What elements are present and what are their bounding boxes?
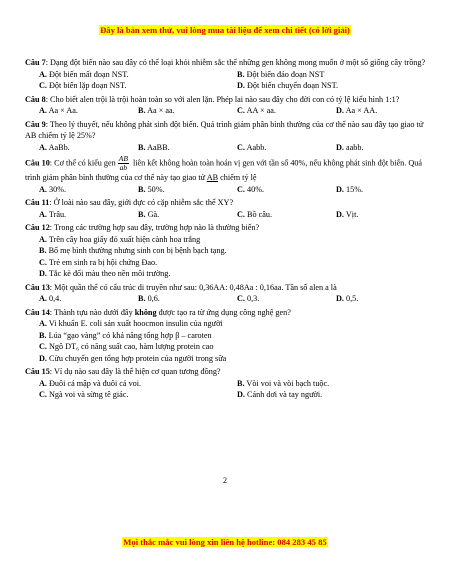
options-14	[25, 318, 435, 364]
question-14: Câu 14: Thành tựu nào dưới đây không được tạo ra từ ứng dụng công nghệ gen?	[25, 307, 291, 317]
option-c[interactable]: C. Đột biến lặp đoạn NST.	[39, 81, 127, 90]
option-b[interactable]: B. Gà.	[138, 209, 160, 219]
option-c[interactable]: C. Aabb.	[237, 142, 267, 152]
option-d[interactable]: D. Cánh dơi và tay người.	[237, 390, 323, 399]
option-a[interactable]: A. AaBb.	[39, 142, 70, 152]
option-a[interactable]: A. Đuôi cá mập và đuôi cá voi.	[39, 378, 142, 388]
question-11: Câu 11: Ở loài nào sau đây, giới đực có cặp nhiễm sắc thể XY?	[25, 198, 234, 207]
option-c[interactable]: C. 40%.	[237, 184, 265, 194]
options-13	[25, 293, 435, 305]
option-d[interactable]: D. Tắc kè đổi màu theo nền môi trường.	[39, 269, 171, 278]
option-a[interactable]: A. Vi khuẩn E. coli sản xuất hoocmon insulin của người	[39, 319, 223, 328]
option-c[interactable]: C. AA × aa.	[237, 106, 276, 115]
option-d[interactable]: D. Đột biến chuyển đoạn NST.	[237, 81, 339, 90]
options-9	[25, 142, 435, 154]
option-b[interactable]: B. Vòi voi và vòi bạch tuộc.	[237, 378, 330, 388]
option-d[interactable]: D. Vịt.	[336, 209, 359, 219]
question-9: Câu 9: Theo lý thuyết, nếu không phát sinh đột biến. Quá trình giảm phân bình thường của cơ thể nào sau đây tạo giao tử AB chiếm tỷ lệ 25%?	[25, 119, 424, 140]
question-10: Câu 10: Cơ thể có kiểu gen $\frac{AB}{ab}$ liên kết không hoàn toàn hoán vị gen với tần số 40%, nếu không phát sinh đột biến. Quá trình giảm phân bình thường của cơ thể này tạo giao tử AB chiếm tỷ lệ	[25, 154, 422, 182]
option-a[interactable]: A. Aa × Aa.	[39, 106, 78, 115]
page-number: 2	[223, 476, 227, 485]
question-sheet	[25, 57, 435, 403]
option-c[interactable]: C. 0,3.	[237, 294, 260, 303]
option-d[interactable]: D. 15%.	[336, 184, 364, 194]
option-d[interactable]: D. aabb.	[336, 142, 364, 152]
options-10	[25, 184, 435, 196]
options-12	[25, 234, 435, 280]
option-c[interactable]: C. Ngô DT₆ có năng suất cao, hàm lượng protein cao	[39, 342, 214, 351]
option-b[interactable]: B. AaBB.	[138, 142, 170, 152]
preview-banner: Đây là bản xem thử, vui lòng mua tài liệu để xem chi tiết (có lời giải)	[100, 25, 350, 35]
option-c[interactable]: C. Bồ câu.	[237, 209, 273, 219]
option-a[interactable]: A. Trâu.	[39, 209, 67, 219]
question-7: Câu 7: Dạng đột biến nào sau đây có thể loại khỏi nhiễm sắc thể những gen không mong muốn ở một số giống cây trồng?	[25, 58, 426, 67]
option-d[interactable]: D. Cừu chuyển gen tổng hợp protein của người trong sữa	[39, 353, 227, 363]
option-b[interactable]: B. Lúa “gạo vàng” có khả năng tổng hợp β – caroten	[39, 330, 212, 340]
options-7	[25, 69, 435, 92]
option-a[interactable]: A. Đột biến mất đoạn NST.	[39, 69, 129, 79]
option-a[interactable]: A. 30%.	[39, 184, 67, 194]
option-a[interactable]: A. 0,4.	[39, 294, 62, 303]
option-d[interactable]: D. 0,5.	[336, 294, 359, 303]
question-12: Câu 12: Trong các trường hợp sau đây, trường hợp nào là thường biến?	[25, 223, 260, 232]
options-8	[25, 105, 435, 117]
option-b[interactable]: B. 0,6.	[138, 294, 160, 303]
genotype-fraction: $\frac{AB}{ab}$	[118, 154, 128, 172]
option-b[interactable]: B. Bố mẹ bình thường nhưng sinh con bị bệnh bạch tạng.	[39, 246, 227, 255]
option-b[interactable]: B. Aa × aa.	[138, 106, 175, 115]
option-b[interactable]: B. 50%.	[138, 184, 165, 194]
option-c[interactable]: C. Ngà voi và sừng tê giác.	[39, 390, 129, 399]
option-b[interactable]: B. Đột biến đảo đoạn NST	[237, 69, 325, 79]
option-d[interactable]: D. Aa × AA.	[336, 106, 378, 115]
question-8: Câu 8: Cho biết alen trội là trội hoàn toàn so với alen lặn. Phép lai nào sau đây cho đời con có tỷ lệ kiểu hình 1:1?	[25, 94, 400, 104]
option-a[interactable]: A. Trên cây hoa giấy đỏ xuất hiện cành hoa trắng	[39, 234, 201, 244]
question-13: Câu 13: Một quần thể có cấu trúc di truyền như sau: 0,36AA: 0,48Aa : 0,16aa. Tần số alen a là	[25, 282, 337, 292]
hotline-banner: Mọi thắc mắc vui lòng xin liên hệ hotline: 084 283 45 85	[123, 537, 327, 547]
option-c[interactable]: C. Trẻ em sinh ra bị hội chứng Đao.	[39, 257, 158, 267]
options-15	[25, 378, 435, 401]
options-11	[25, 209, 435, 221]
question-15: Câu 15: Ví dụ nào sau đây là thể hiện cơ quan tương đồng?	[25, 367, 221, 376]
